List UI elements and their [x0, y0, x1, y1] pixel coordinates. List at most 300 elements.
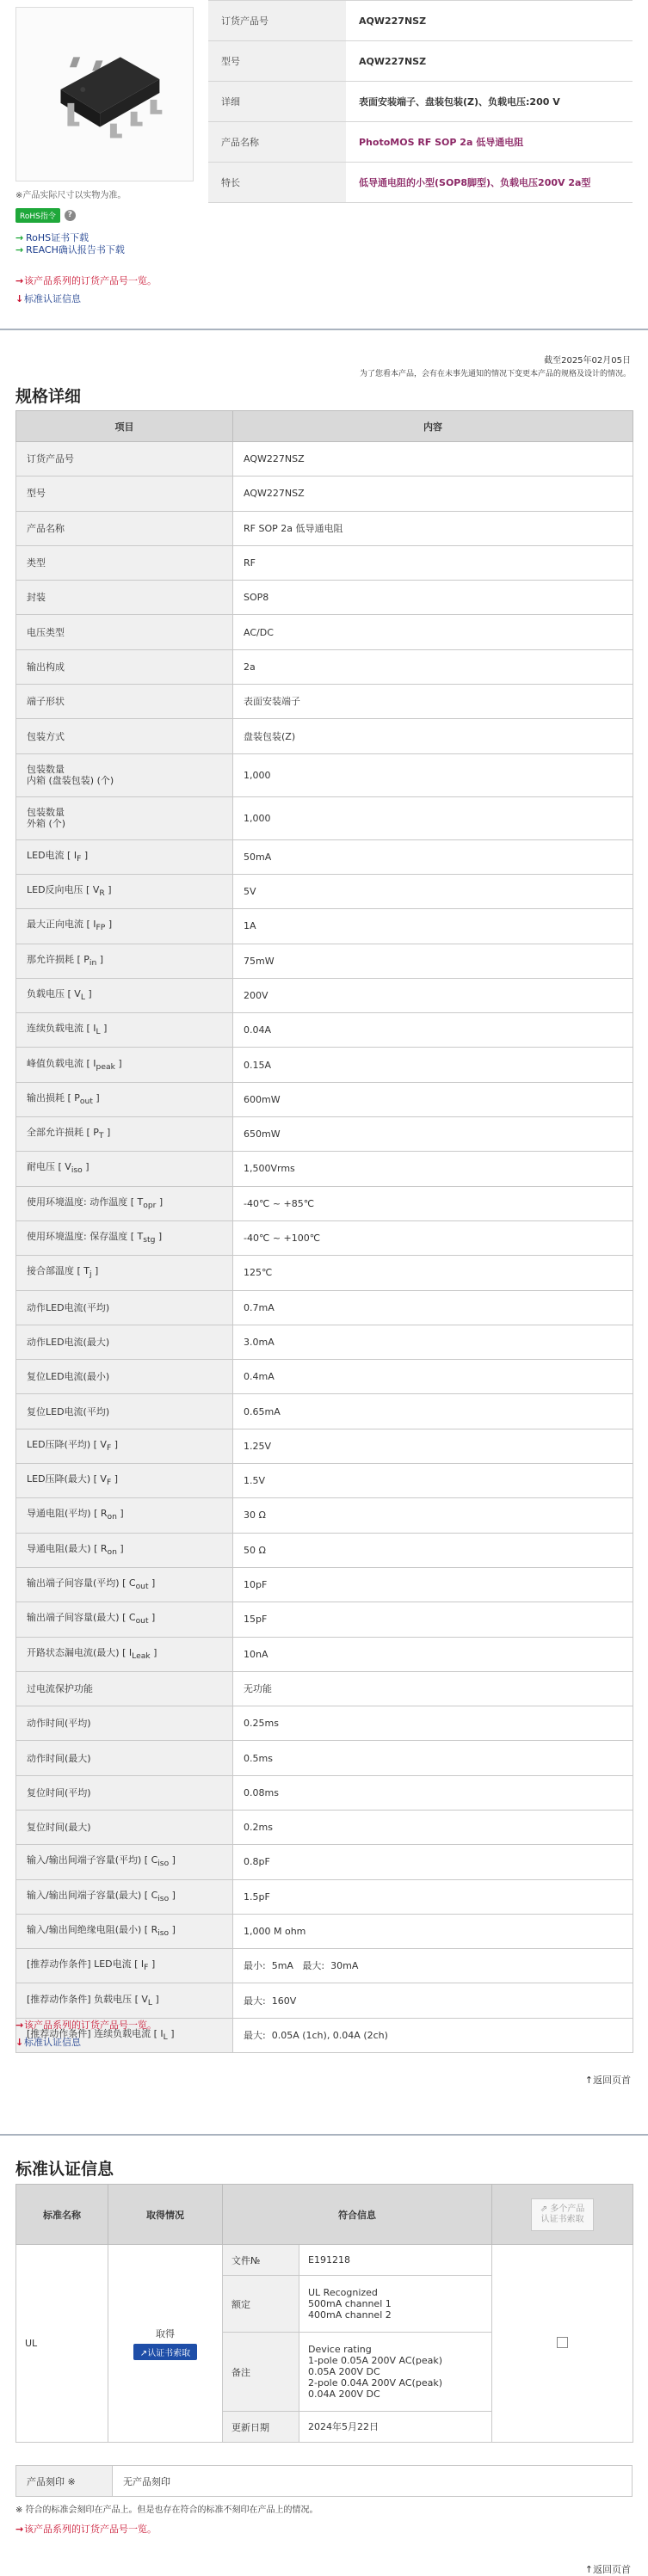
rohs-row — [15, 208, 76, 223]
cert-info-link[interactable] — [15, 292, 81, 305]
spec-item-text: 开路状态漏电流(最大) [ I — [27, 1646, 133, 1658]
spec-item-subscript: F — [106, 1478, 112, 1488]
back-to-top-link[interactable] — [585, 2562, 631, 2576]
spec-item — [16, 1117, 233, 1152]
spec-value: 10nA — [233, 1637, 633, 1671]
cert-section-title: 标准认证信息 — [15, 2160, 114, 2179]
spec-item — [16, 1498, 233, 1533]
spec-value: AC/DC — [233, 615, 633, 649]
spec-item-text: ] — [103, 1127, 111, 1139]
spec-item-text: LED压降(平均) [ V — [27, 1438, 107, 1450]
spec-value: 0.2ms — [233, 1810, 633, 1844]
rohs-certificate-download-link[interactable] — [15, 232, 125, 244]
cert-header-standard: 标准名称 — [16, 2185, 108, 2245]
spec-item — [16, 978, 233, 1012]
marking-note: ※ 符合的标准会刻印在产品上。但是也存在符合的标准不刻印在产品上的情况。 — [15, 2505, 318, 2515]
spec-row — [16, 1533, 633, 1567]
spec-row — [16, 1914, 633, 1948]
series-list-label: 该产品系列的订货产品号一览。 — [24, 2020, 157, 2031]
spec-row — [16, 1117, 633, 1152]
spec-item-text: ] — [169, 1923, 176, 1935]
spec-row — [16, 1567, 633, 1602]
external-link-icon: ↗ — [139, 2349, 148, 2358]
spec-item-subscript: iso — [157, 1893, 170, 1903]
spec-row — [16, 1256, 633, 1290]
spec-item — [16, 1845, 233, 1879]
multi-product-icon: ⇗ — [540, 2204, 548, 2214]
spec-row — [16, 1048, 633, 1082]
series-list-link[interactable] — [15, 2522, 157, 2536]
spec-item-text: ] — [104, 884, 112, 896]
spec-item-text: ] — [152, 1993, 159, 2005]
spec-item-text: ] — [148, 1958, 156, 1970]
summary-value: 低导通电阻的小型(SOP8脚型)、负载电压200V 2a型 — [346, 163, 633, 203]
product-header — [0, 0, 648, 304]
spec-header-content: 内容 — [233, 411, 633, 442]
spec-item — [16, 874, 233, 908]
spec-value: 0.4mA — [233, 1360, 633, 1394]
spec-value: 最小: 5mA 最大: 30mA — [233, 1949, 633, 1983]
spec-value: 50mA — [233, 839, 633, 874]
spec-item-subscript: L — [96, 1027, 101, 1037]
spec-row — [16, 545, 633, 580]
cert-request-label: 认证书索取 — [147, 2349, 191, 2358]
spec-value: 最大: 0.05A (1ch), 0.04A (2ch) — [233, 2018, 633, 2052]
rohs-badge[interactable]: RoHS指令 — [15, 208, 60, 223]
spec-item — [16, 1533, 233, 1567]
spec-value: 125℃ — [233, 1256, 633, 1290]
spec-item-subscript: F — [106, 1442, 112, 1453]
spec-item — [16, 1602, 233, 1637]
cert-detail-value: E191218 — [299, 2245, 492, 2276]
cert-table — [15, 2184, 633, 2443]
spec-item — [16, 1949, 233, 1983]
spec-item — [16, 1152, 233, 1186]
spec-item-text: ] — [96, 953, 104, 965]
spec-item: 输出构成 — [16, 649, 233, 684]
spec-item: 型号 — [16, 476, 233, 511]
cert-info-label: 标准认证信息 — [24, 2037, 81, 2048]
spec-item-subscript: R — [99, 888, 105, 899]
summary-key: 型号 — [208, 41, 346, 82]
summary-key: 详细 — [208, 82, 346, 122]
spec-item-text: ] — [100, 1023, 108, 1035]
spec-item — [16, 1256, 233, 1290]
spec-item-subscript: iso — [157, 1928, 170, 1939]
spec-item-text: ] — [169, 1889, 176, 1901]
cert-header-status: 取得情况 — [108, 2185, 223, 2245]
spec-row — [16, 1325, 633, 1359]
cert-select-cell — [492, 2245, 633, 2443]
summary-value: 表面安装端子、盘装包装(Z)、负载电压:200 V — [346, 82, 633, 122]
spec-item-text: ] — [92, 1091, 100, 1104]
spec-item: 产品名称 — [16, 511, 233, 545]
spec-value: 1,000 — [233, 753, 633, 796]
spec-item: 包装数量 内箱 (盘装包装) (个) — [16, 753, 233, 796]
spec-value: AQW227NSZ — [233, 442, 633, 476]
spec-item: 动作LED电流(平均) — [16, 1290, 233, 1325]
spec-row — [16, 685, 633, 719]
cert-detail-key: 备注 — [223, 2333, 299, 2412]
spec-value: 1A — [233, 909, 633, 944]
download-links — [15, 232, 125, 256]
spec-item: 封装 — [16, 581, 233, 615]
spec-value: 75mW — [233, 944, 633, 978]
spec-row — [16, 442, 633, 476]
summary-key: 产品名称 — [208, 122, 346, 163]
spec-item-text: ] — [167, 2027, 175, 2039]
spec-item-subscript: iso — [157, 1859, 170, 1869]
spec-value: 10pF — [233, 1567, 633, 1602]
spec-item-text: 输出端子间容量(平均) [ C — [27, 1577, 136, 1589]
spec-item — [16, 839, 233, 874]
summary-key: 特长 — [208, 163, 346, 203]
spec-row — [16, 1671, 633, 1706]
spec-item-text: ] — [111, 1438, 119, 1450]
spec-item: 包装数量 外箱 (个) — [16, 796, 233, 839]
spec-item-subscript: F — [144, 1963, 149, 1973]
spec-item-text: ] — [91, 1265, 99, 1277]
spec-value: 表面安装端子 — [233, 685, 633, 719]
cert-standard: UL — [16, 2245, 108, 2443]
spec-value: 盘装包装(Z) — [233, 719, 633, 753]
spec-row — [16, 1220, 633, 1255]
spec-row — [16, 1706, 633, 1741]
spec-item-text: ] — [169, 1854, 176, 1866]
spec-item-subscript: L — [80, 993, 85, 1003]
marking-key: 产品刻印 ※ — [16, 2466, 113, 2497]
spec-item-subscript: j — [89, 1270, 92, 1280]
cert-header-action — [492, 2185, 633, 2245]
spec-value: SOP8 — [233, 581, 633, 615]
spec-item: 端子形状 — [16, 685, 233, 719]
summary-row — [208, 41, 633, 82]
spec-row — [16, 796, 633, 839]
cert-detail-value: Device rating 1-pole 0.05A 200V AC(peak) 0.05A 200V DC 2-pole 0.04A 200V AC(peak) 0.04A 200V DC — [299, 2333, 492, 2412]
spec-item-subscript: T — [98, 1131, 104, 1141]
spec-value: 200V — [233, 978, 633, 1012]
spec-item: 动作时间(最大) — [16, 1741, 233, 1775]
spec-item-subscript: F — [77, 853, 82, 864]
product-marking-table — [15, 2465, 633, 2497]
spec-item-text: 输入/输出间端子容量(平均) [ C — [27, 1854, 158, 1866]
as-of-date: 截至2025年02月05日 — [544, 356, 631, 366]
series-list-link[interactable] — [15, 274, 157, 287]
spec-row — [16, 1394, 633, 1429]
spec-value: RF SOP 2a 低导通电阻 — [233, 511, 633, 545]
spec-value: 3.0mA — [233, 1325, 633, 1359]
spec-item-text: LED电流 [ I — [27, 849, 77, 861]
spec-item — [16, 1186, 233, 1220]
summary-value: AQW227NSZ — [346, 1, 633, 41]
spec-value: 15pF — [233, 1602, 633, 1637]
spec-item-text: 输入/输出间绝缘电阻(最小) [ R — [27, 1923, 158, 1935]
series-list-label: 该产品系列的订货产品号一览。 — [24, 2524, 157, 2535]
spec-value: 600mW — [233, 1082, 633, 1116]
series-list-label: 该产品系列的订货产品号一览。 — [24, 275, 157, 286]
spec-header-item: 项目 — [16, 411, 233, 442]
spec-item-text: ] — [148, 1577, 156, 1589]
spec-value: 0.8pF — [233, 1845, 633, 1879]
spec-value: RF — [233, 545, 633, 580]
spec-item-text: 接合部温度 [ T — [27, 1265, 90, 1277]
spec-item — [16, 1429, 233, 1463]
spec-item: 类型 — [16, 545, 233, 580]
spec-item-subscript: FP — [96, 923, 106, 933]
marking-row — [16, 2466, 633, 2497]
cert-status-cell — [108, 2245, 223, 2443]
spec-item-text: 输出损耗 [ P — [27, 1091, 80, 1104]
cert-detail-value: 2024年5月22日 — [299, 2412, 492, 2443]
spec-row — [16, 1810, 633, 1844]
spec-value: 0.15A — [233, 1048, 633, 1082]
cert-detail-key: 更新日期 — [223, 2412, 299, 2443]
spec-row — [16, 581, 633, 615]
spec-item — [16, 1048, 233, 1082]
spec-row — [16, 1429, 633, 1463]
back-to-top-label: 返回页首 — [593, 2075, 631, 2086]
summary-row — [208, 82, 633, 122]
cert-detail-key: 文件№ — [223, 2245, 299, 2276]
spec-value: 0.25ms — [233, 1706, 633, 1741]
spec-item-text: LED反向电压 [ V — [27, 884, 100, 896]
spec-section-title: 规格详细 — [15, 387, 82, 406]
spec-row — [16, 1741, 633, 1775]
spec-item: 订货产品号 — [16, 442, 233, 476]
spec-value: 0.04A — [233, 1013, 633, 1048]
spec-item: 电压类型 — [16, 615, 233, 649]
spec-item-text: ] — [105, 919, 113, 931]
spec-value: 1,000 M ohm — [233, 1914, 633, 1948]
spec-item: 复位LED电流(最小) — [16, 1360, 233, 1394]
cert-detail-value: UL Recognized 500mA channel 1 400mA channel 2 — [299, 2276, 492, 2333]
spec-row — [16, 753, 633, 796]
reach-report-download-link[interactable] — [15, 244, 125, 256]
spec-item-text: 最大正向电流 [ I — [27, 919, 96, 931]
spec-row — [16, 1879, 633, 1914]
spec-item-text: 输出端子间容量(最大) [ C — [27, 1612, 136, 1624]
spec-row — [16, 649, 633, 684]
spec-value: 无功能 — [233, 1671, 633, 1706]
spec-row — [16, 1152, 633, 1186]
spec-item-text: 耐电压 [ V — [27, 1161, 71, 1173]
spec-item — [16, 1983, 233, 2018]
cert-header-row — [16, 2185, 633, 2245]
arrow-down-icon: ↓ — [15, 293, 24, 304]
spec-row — [16, 1949, 633, 1983]
spec-item-text: ] — [148, 1612, 156, 1624]
spec-item — [16, 1637, 233, 1671]
spec-value: 650mW — [233, 1117, 633, 1152]
spec-item-subscript: L — [163, 2032, 168, 2042]
spec-item-subscript: opr — [143, 1200, 157, 1210]
spec-item-text: ] — [111, 1473, 119, 1485]
spec-value: 1,000 — [233, 796, 633, 839]
spec-item-text: 全部允许损耗 [ P — [27, 1127, 99, 1139]
spec-item-text: [推荐动作条件] 负载电压 [ V — [27, 1993, 148, 2005]
spec-table — [15, 410, 633, 2053]
spec-row — [16, 944, 633, 978]
spec-item-text: 那允许损耗 [ P — [27, 953, 89, 965]
cert-header-info: 符合信息 — [223, 2185, 492, 2245]
spec-value: 1.5V — [233, 1464, 633, 1498]
arrow-right-icon: → — [15, 275, 24, 286]
cert-info-label: 标准认证信息 — [24, 293, 81, 304]
spec-value: 30 Ω — [233, 1498, 633, 1533]
back-to-top-link[interactable] — [585, 2073, 631, 2087]
spec-value: 0.08ms — [233, 1775, 633, 1810]
series-list-link[interactable] — [15, 2018, 157, 2032]
multi-product-label: 多个产品 认证书索取 — [540, 2204, 585, 2224]
spec-value: 0.65mA — [233, 1394, 633, 1429]
spec-item-subscript: on — [107, 1546, 117, 1557]
spec-item — [16, 1013, 233, 1048]
spec-item-text: [推荐动作条件] 连续负载电流 [ I — [27, 2027, 164, 2039]
spec-item-subscript: stg — [143, 1235, 156, 1245]
spec-item: 复位LED电流(平均) — [16, 1394, 233, 1429]
spec-item-subscript: out — [79, 1096, 93, 1106]
spec-item-subscript: on — [107, 1512, 117, 1522]
spec-item-text: 连续负载电流 [ I — [27, 1023, 96, 1035]
arrow-right-icon: → — [15, 232, 24, 243]
actual-size-note: ※产品实际尺寸以实物为准。 — [15, 191, 127, 200]
cert-status: 取得 — [156, 2328, 175, 2339]
spec-row — [16, 1186, 633, 1220]
spec-value: 0.7mA — [233, 1290, 633, 1325]
spec-item: 复位时间(平均) — [16, 1775, 233, 1810]
spec-item-text: 导通电阻(平均) [ R — [27, 1508, 108, 1520]
spec-header-row — [16, 411, 633, 442]
arrow-right-icon: → — [15, 2020, 24, 2031]
summary-row — [208, 1, 633, 41]
spec-item-text: 峰值负载电流 [ I — [27, 1057, 96, 1069]
spec-value: 50 Ω — [233, 1533, 633, 1567]
spec-value: AQW227NSZ — [233, 476, 633, 511]
spec-item-text: 导通电阻(最大) [ R — [27, 1542, 108, 1554]
cert-request-button[interactable] — [133, 2344, 197, 2360]
arrow-up-icon: ↑ — [584, 2564, 593, 2575]
spec-row — [16, 476, 633, 511]
spec-item-text: ] — [116, 1542, 124, 1554]
arrow-up-icon: ↑ — [584, 2075, 593, 2086]
spec-item-text: ] — [81, 849, 89, 861]
spec-row — [16, 978, 633, 1012]
summary-row — [208, 163, 633, 203]
spec-item-subscript: peak — [96, 1061, 115, 1072]
spec-item-text: 使用环境温度: 保存温度 [ T — [27, 1230, 144, 1242]
relay-chip-image — [16, 8, 193, 181]
spec-value: 0.5ms — [233, 1741, 633, 1775]
spec-item-subscript: out — [135, 1616, 149, 1626]
arrow-down-icon: ↓ — [15, 2037, 24, 2048]
spec-item: 包装方式 — [16, 719, 233, 753]
section-divider — [0, 2134, 648, 2136]
spec-item: 过电流保护功能 — [16, 1671, 233, 1706]
spec-item-text: ] — [116, 1508, 124, 1520]
spec-row — [16, 1013, 633, 1048]
spec-change-note: 为了您看本产品，会有在未事先通知的情况下变更本产品的规格及设计的情况。 — [359, 370, 631, 378]
spec-row — [16, 719, 633, 753]
spec-row — [16, 1983, 633, 2018]
spec-row — [16, 1602, 633, 1637]
spec-item — [16, 1220, 233, 1255]
spec-row — [16, 839, 633, 874]
summary-key: 订货产品号 — [208, 1, 346, 41]
spec-item-subscript: L — [147, 1997, 152, 2007]
spec-row — [16, 1290, 633, 1325]
summary-row — [208, 122, 633, 163]
spec-item — [16, 1879, 233, 1914]
spec-row — [16, 1845, 633, 1879]
cert-row — [16, 2245, 633, 2276]
spec-item — [16, 1082, 233, 1116]
marking-value: 无产品刻印 — [113, 2466, 633, 2497]
spec-item-subscript: iso — [71, 1165, 83, 1176]
spec-item-text: 使用环境温度: 动作温度 [ T — [27, 1196, 144, 1208]
spec-value: 最大: 160V — [233, 1983, 633, 2018]
spec-item-text: ] — [84, 987, 92, 999]
spec-row — [16, 1637, 633, 1671]
spec-item-text: ] — [82, 1161, 89, 1173]
spec-item-subscript: out — [135, 1582, 149, 1592]
spec-item-text: [推荐动作条件] LED电流 [ I — [27, 1958, 145, 1970]
spec-row — [16, 1082, 633, 1116]
spec-value: 1,500Vrms — [233, 1152, 633, 1186]
arrow-right-icon: → — [15, 244, 24, 255]
spec-row — [16, 1498, 633, 1533]
summary-value: AQW227NSZ — [346, 41, 633, 82]
spec-item: 动作LED电流(最大) — [16, 1325, 233, 1359]
product-image — [15, 7, 194, 181]
spec-value: 1.25V — [233, 1429, 633, 1463]
spec-item-text: ] — [156, 1196, 164, 1208]
summary-table — [208, 0, 633, 203]
download-label: RoHS证书下载 — [26, 232, 89, 243]
spec-value: 2a — [233, 649, 633, 684]
spec-item — [16, 1464, 233, 1498]
spec-item-text: ] — [155, 1230, 163, 1242]
spec-row — [16, 615, 633, 649]
spec-value: 5V — [233, 874, 633, 908]
spec-item-text: 负载电压 [ V — [27, 987, 81, 999]
section-divider — [0, 329, 648, 330]
spec-item-text: 输入/输出间端子容量(最大) [ C — [27, 1889, 158, 1901]
spec-item — [16, 1567, 233, 1602]
cert-detail-key: 额定 — [223, 2276, 299, 2333]
spec-item-text: LED压降(最大) [ V — [27, 1473, 107, 1485]
spec-value: 1.5pF — [233, 1879, 633, 1914]
spec-row — [16, 874, 633, 908]
spec-row — [16, 1360, 633, 1394]
spec-item: 动作时间(平均) — [16, 1706, 233, 1741]
summary-value: PhotoMOS RF SOP 2a 低导通电阻 — [346, 122, 633, 163]
arrow-right-icon: → — [15, 2524, 24, 2535]
spec-item — [16, 944, 233, 978]
spec-item — [16, 909, 233, 944]
download-label: REACH确认报告书下载 — [26, 244, 125, 255]
back-to-top-label: 返回页首 — [593, 2564, 631, 2575]
spec-value: -40℃ ~ +85℃ — [233, 1186, 633, 1220]
spec-item-text: ] — [114, 1057, 122, 1069]
multi-product-cert-request-button[interactable] — [531, 2198, 595, 2231]
help-icon[interactable]: ? — [65, 210, 76, 221]
cert-select-checkbox[interactable] — [557, 2337, 568, 2348]
spec-item-subscript: Leak — [132, 1651, 151, 1661]
cert-info-link[interactable] — [15, 2035, 81, 2049]
spec-value: -40℃ ~ +100℃ — [233, 1220, 633, 1255]
spec-item: 复位时间(最大) — [16, 1810, 233, 1844]
spec-row — [16, 1464, 633, 1498]
